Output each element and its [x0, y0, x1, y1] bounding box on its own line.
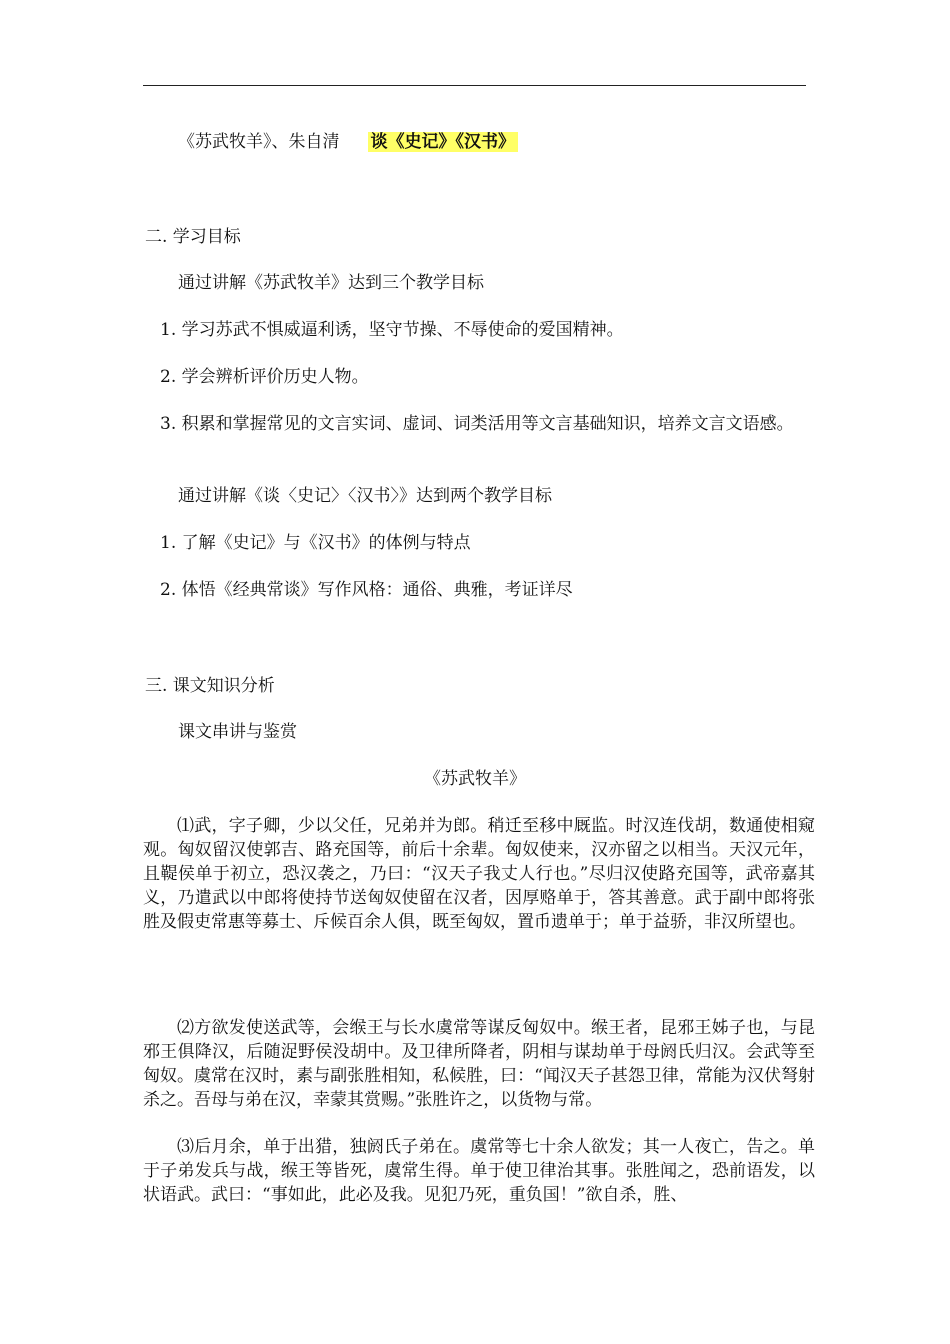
goal-item: 2. 体悟《经典常谈》写作风格：通俗、典雅，考证详尽 [160, 580, 573, 600]
section-3-heading: 三. 课文知识分析 [145, 676, 275, 696]
goal-item: 1. 了解《史记》与《汉书》的体例与特点 [160, 533, 471, 553]
section-3-subtitle: 课文串讲与鉴赏 [178, 722, 297, 742]
goal-item: 2. 学会辨析评价历史人物。 [160, 367, 369, 387]
goal-item: 1. 学习苏武不惧威逼利诱，坚守节操、不辱使命的爱国精神。 [160, 320, 624, 340]
text-paragraph-3: ⑶后月余，单于出猎，独阏氏子弟在。虞常等七十余人欲发；其一人夜亡，告之。单于子弟发兵与战，缑王等皆死，虞常生得。单于使卫律治其事。张胜闻之，恐前语发，以状语武。武曰：“事如此，此必及我。见犯乃死，重负国！”欲自杀，胜、 [143, 1137, 815, 1205]
section-2-heading: 二. 学习目标 [145, 227, 241, 247]
goal-item: 3. 积累和掌握常见的文言实词、虚词、词类活用等文言基础知识，培养文言文语感。 [160, 414, 794, 434]
highlighted-title: 谈《史记》《汉书》 [368, 132, 519, 152]
goals-intro-1: 通过讲解《苏武牧羊》达到三个教学目标 [178, 273, 484, 293]
text-paragraph-2: ⑵方欲发使送武等，会缑王与长水虞常等谋反匈奴中。缑王者，昆邪王姊子也，与昆邪王俱降汉，后随浞野侯没胡中。及卫律所降者，阴相与谋劫单于母阏氏归汉。会武等至匈奴。虞常在汉时，素与副张胜相知，私候胜，曰：“闻汉天子甚怨卫律，常能为汉伏弩射杀之。吾母与弟在汉，幸蒙其赏赐。”张胜许之，以货物与常。 [143, 1018, 815, 1110]
text-title: 《苏武牧羊》 [424, 769, 526, 789]
header-line [178, 130, 518, 154]
goals-intro-2: 通过讲解《谈〈史记〉〈汉书〉》达到两个教学目标 [178, 486, 552, 506]
intro-text: 《苏武牧羊》、朱自清 [178, 132, 340, 152]
text-paragraph-1: ⑴武，字子卿，少以父任，兄弟并为郎。稍迁至移中厩监。时汉连伐胡，数通使相窥观。匈奴留汉使郭吉、路充国等，前后十余辈。匈奴使来，汉亦留之以相当。天汉元年，且鞮侯单于初立，恐汉袭之，乃曰：“汉天子我丈人行也。”尽归汉使路充国等，武帝嘉其义，乃遣武以中郎将使持节送匈奴使留在汉者，因厚赂单于，答其善意。武于副中郎将张胜及假吏常惠等募士、斥候百余人俱，既至匈奴，置币遗单于；单于益骄，非汉所望也。 [143, 816, 815, 932]
header-rule [143, 85, 806, 86]
